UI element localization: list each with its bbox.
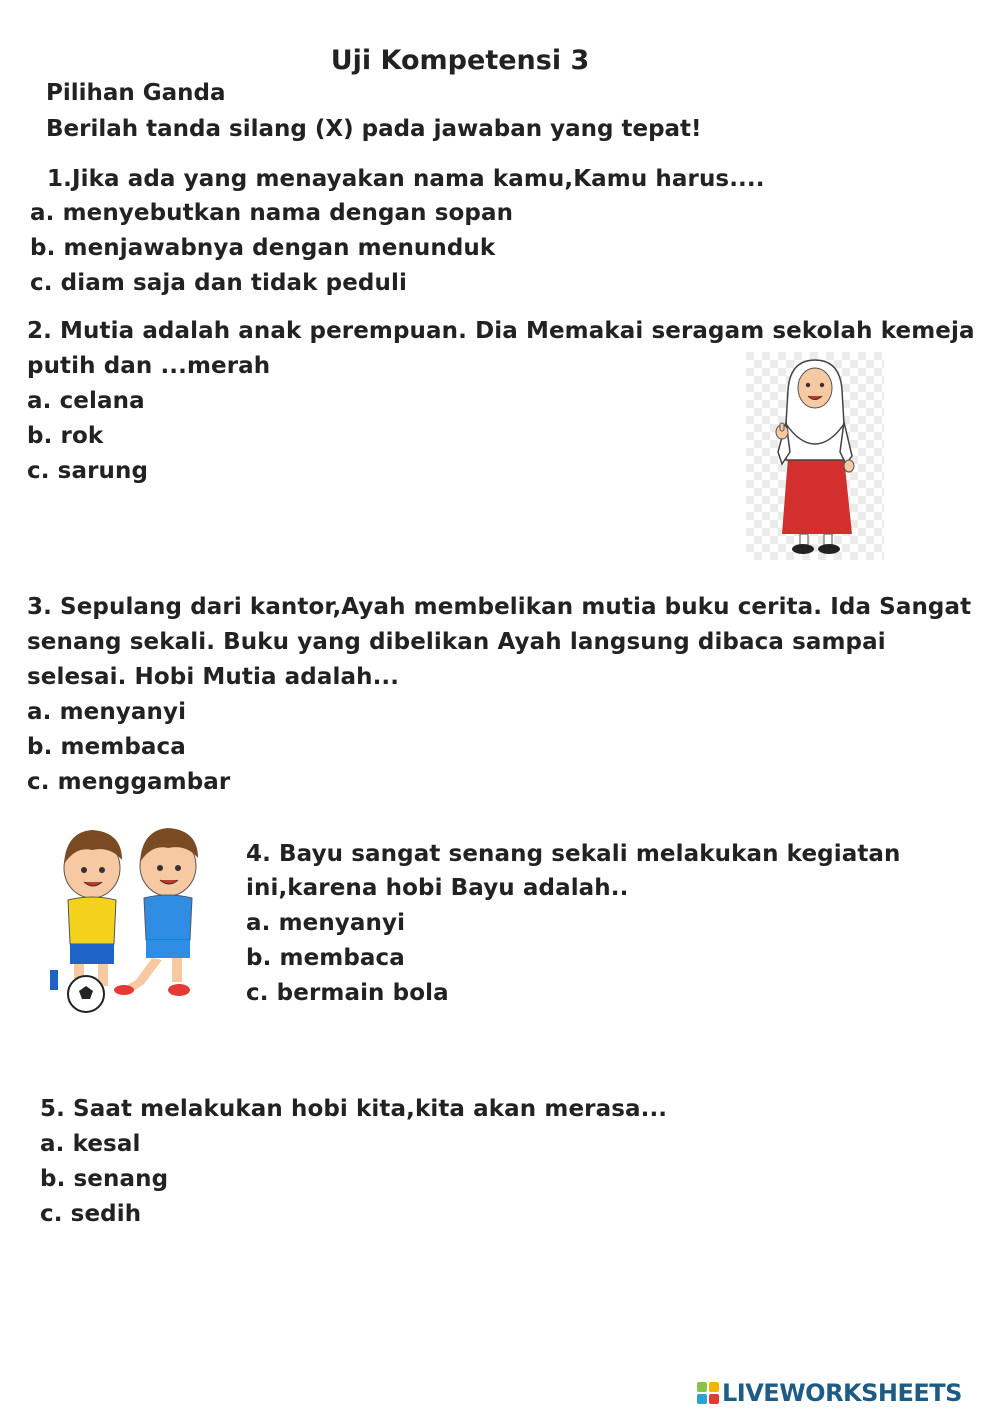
q5-option-b[interactable]: b. senang bbox=[40, 1166, 169, 1192]
boys-playing-football-illustration bbox=[40, 820, 220, 1015]
instruction-text: Berilah tanda silang (X) pada jawaban yang tepat! bbox=[46, 116, 702, 142]
q1-option-c[interactable]: c. diam saja dan tidak peduli bbox=[30, 270, 407, 296]
question-5: 5. Saat melakukan hobi kita,kita akan merasa... bbox=[40, 1096, 668, 1122]
q2-option-a[interactable]: a. celana bbox=[27, 388, 145, 414]
q1-option-a[interactable]: a. menyebutkan nama dengan sopan bbox=[30, 200, 514, 226]
question-1: 1.Jika ada yang menayakan nama kamu,Kamu harus.... bbox=[47, 166, 765, 192]
q2-option-c[interactable]: c. sarung bbox=[27, 458, 149, 484]
q5-option-c[interactable]: c. sedih bbox=[40, 1201, 142, 1227]
q1-option-b[interactable]: b. menjawabnya dengan menunduk bbox=[30, 235, 496, 261]
q3-option-a[interactable]: a. menyanyi bbox=[27, 699, 187, 725]
question-2-line-2: putih dan ...merah bbox=[27, 353, 271, 379]
question-2-line-1: 2. Mutia adalah anak perempuan. Dia Memakai seragam sekolah kemeja bbox=[27, 318, 975, 344]
q3-option-c[interactable]: c. menggambar bbox=[27, 769, 231, 795]
q5-option-a[interactable]: a. kesal bbox=[40, 1131, 141, 1157]
q3-option-b[interactable]: b. membaca bbox=[27, 734, 186, 760]
question-4-line-2: ini,karena hobi Bayu adalah.. bbox=[246, 875, 629, 901]
q2-option-b[interactable]: b. rok bbox=[27, 423, 104, 449]
question-3-line-1: 3. Sepulang dari kantor,Ayah membelikan mutia buku cerita. Ida Sangat bbox=[27, 594, 972, 620]
q4-option-c[interactable]: c. bermain bola bbox=[246, 980, 449, 1006]
question-3-line-2: senang sekali. Buku yang dibelikan Ayah langsung dibaca sampai bbox=[27, 629, 886, 655]
girl-in-uniform-illustration bbox=[746, 352, 884, 560]
liveworksheets-logo[interactable] bbox=[697, 1378, 962, 1408]
worksheet-title: Uji Kompetensi 3 bbox=[330, 45, 590, 76]
liveworksheets-logo-text: LIVEWORKSHEETS bbox=[722, 1379, 962, 1407]
q4-option-a[interactable]: a. menyanyi bbox=[246, 910, 406, 936]
question-4-line-1: 4. Bayu sangat senang sekali melakukan kegiatan bbox=[246, 841, 901, 867]
liveworksheets-logo-icon bbox=[697, 1382, 719, 1404]
q4-option-b[interactable]: b. membaca bbox=[246, 945, 405, 971]
question-3-line-3: selesai. Hobi Mutia adalah... bbox=[27, 664, 400, 690]
section-label: Pilihan Ganda bbox=[46, 80, 226, 106]
